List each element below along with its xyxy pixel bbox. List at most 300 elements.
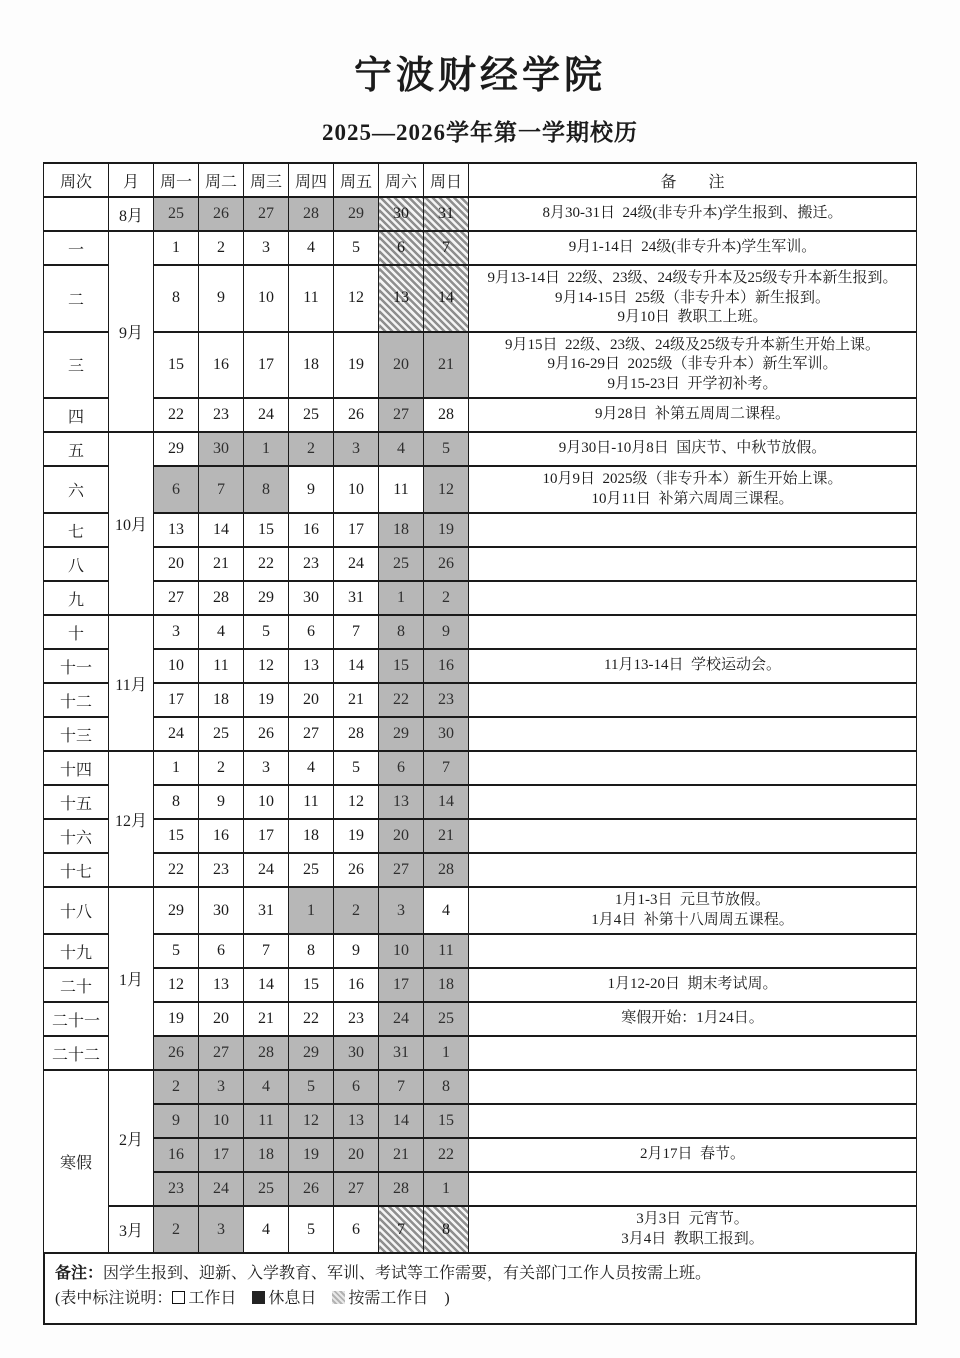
day-cell-work (289, 581, 334, 615)
day-cell-work (199, 819, 244, 853)
day-number: 11 (258, 1112, 274, 1129)
day-number: 24 (258, 861, 274, 878)
week-label: 二十 (44, 968, 109, 1002)
calendar-week-row (44, 1070, 917, 1104)
day-number: 4 (262, 1220, 270, 1238)
day-cell-rest (379, 683, 424, 717)
day-number: 19 (348, 827, 364, 844)
day-cell-work (154, 649, 199, 683)
remark-cell (469, 968, 917, 1002)
day-cell-rest (244, 1036, 289, 1070)
day-cell-rest (199, 1070, 244, 1104)
day-number: 30 (348, 1044, 364, 1061)
day-cell-asneeded (424, 265, 469, 332)
day-cell-rest (379, 649, 424, 683)
day-number: 9 (217, 289, 225, 307)
day-cell-work (154, 547, 199, 581)
day-number: 1 (397, 589, 405, 606)
day-number: 4 (217, 623, 225, 640)
day-cell-rest (154, 1172, 199, 1206)
month-label: 3月 (109, 1206, 154, 1253)
day-cell-work (334, 398, 379, 432)
day-number: 6 (307, 623, 315, 640)
calendar-week-row (44, 819, 917, 853)
day-cell-work (334, 683, 379, 717)
week-label: 六 (44, 466, 109, 513)
col-remarks: 备 注 (469, 163, 917, 197)
day-number: 28 (213, 589, 229, 606)
day-cell-work (244, 853, 289, 887)
day-cell-rest (424, 581, 469, 615)
day-cell-rest (334, 1172, 379, 1206)
day-number: 5 (307, 1220, 315, 1238)
day-cell-work (199, 934, 244, 968)
day-number: 22 (303, 1010, 319, 1027)
col-tue: 周二 (199, 163, 244, 197)
day-cell-rest (379, 1036, 424, 1070)
remark-line: 9月10日 教职工上班。 (617, 309, 768, 325)
day-number: 12 (348, 793, 364, 810)
day-number: 20 (393, 355, 409, 373)
day-cell-rest (424, 819, 469, 853)
day-cell-work (199, 717, 244, 751)
day-number: 25 (213, 725, 229, 742)
month-label: 11月 (109, 615, 154, 751)
day-number: 30 (213, 901, 229, 919)
calendar-week-row (44, 466, 917, 513)
day-number: 10 (168, 657, 184, 674)
day-number: 12 (303, 1112, 319, 1129)
day-cell-work (244, 887, 289, 934)
day-cell-rest (154, 1206, 199, 1253)
day-cell-work (334, 717, 379, 751)
day-number: 26 (348, 861, 364, 878)
day-number: 25 (303, 861, 319, 878)
day-number: 19 (258, 691, 274, 708)
day-cell-asneeded (379, 231, 424, 265)
day-cell-work (244, 819, 289, 853)
footer-note-text: 因学生报到、迎新、入学教育、军训、考试等工作需要，有关部门工作人员按需上班。 (103, 1265, 712, 1282)
day-number: 31 (438, 205, 454, 222)
day-cell-work (424, 887, 469, 934)
day-cell-rest (379, 398, 424, 432)
day-cell-rest (289, 432, 334, 466)
day-cell-rest (154, 466, 199, 513)
day-cell-work (199, 231, 244, 265)
calendar-week-row (44, 432, 917, 466)
day-number: 20 (303, 691, 319, 708)
day-cell-rest (379, 785, 424, 819)
col-wed: 周三 (244, 163, 289, 197)
day-cell-work (199, 265, 244, 332)
day-number: 1 (442, 1180, 450, 1197)
day-number: 1 (307, 901, 315, 919)
day-number: 18 (303, 827, 319, 844)
day-number: 22 (168, 861, 184, 878)
day-cell-work (334, 265, 379, 332)
day-cell-work (289, 683, 334, 717)
remark-cell (469, 649, 917, 683)
day-number: 7 (442, 759, 450, 776)
day-number: 6 (352, 1078, 360, 1095)
day-number: 4 (307, 239, 315, 256)
day-number: 17 (168, 691, 184, 708)
remark-line: 9月30日-10月8日 国庆节、中秋节放假。 (558, 440, 827, 457)
calendar-week-row (44, 853, 917, 887)
week-label: 寒假 (44, 1070, 109, 1253)
day-number: 28 (438, 861, 454, 878)
day-number: 24 (348, 555, 364, 572)
remark-cell (469, 231, 917, 265)
remark-line: 3月3日 元宵节。 (636, 1211, 749, 1227)
day-number: 27 (213, 1044, 229, 1061)
day-number: 10 (258, 793, 274, 810)
page-subtitle: 2025—2026学年第一学期校历 (322, 120, 638, 145)
day-number: 19 (168, 1010, 184, 1027)
day-number: 6 (217, 942, 225, 959)
day-number: 18 (438, 976, 454, 993)
day-cell-rest (244, 1172, 289, 1206)
day-number: 20 (393, 827, 409, 844)
day-cell-work (289, 547, 334, 581)
day-cell-rest (379, 751, 424, 785)
day-number: 4 (307, 759, 315, 776)
day-cell-work (334, 785, 379, 819)
legend-prefix: (表中标注说明： (55, 1290, 173, 1307)
day-cell-rest (424, 547, 469, 581)
day-cell-work (154, 332, 199, 399)
day-cell-work (289, 717, 334, 751)
day-number: 24 (213, 1180, 229, 1197)
calendar-week-row (44, 581, 917, 615)
day-number: 31 (348, 589, 364, 606)
remark-cell (469, 751, 917, 785)
day-cell-rest (424, 934, 469, 968)
day-number: 28 (348, 725, 364, 742)
day-cell-rest (154, 1070, 199, 1104)
day-number: 6 (397, 239, 405, 256)
remark-line: 11月13-14日 学校运动会。 (604, 657, 781, 674)
day-cell-rest (244, 1138, 289, 1172)
day-cell-work (199, 547, 244, 581)
day-number: 5 (262, 623, 270, 640)
day-number: 30 (213, 440, 229, 457)
remark-cell (469, 513, 917, 547)
day-cell-rest (379, 853, 424, 887)
day-cell-rest (424, 968, 469, 1002)
day-number: 8 (172, 289, 180, 307)
day-number: 23 (168, 1180, 184, 1197)
day-number: 30 (393, 205, 409, 222)
day-cell-work (154, 398, 199, 432)
day-number: 11 (438, 942, 454, 959)
day-number: 8 (442, 1078, 450, 1095)
week-label: 十二 (44, 683, 109, 717)
day-cell-work (199, 968, 244, 1002)
day-cell-rest (334, 887, 379, 934)
day-cell-rest (244, 1070, 289, 1104)
day-cell-work (199, 513, 244, 547)
day-cell-work (289, 934, 334, 968)
day-number: 21 (258, 1010, 274, 1027)
day-number: 7 (352, 623, 360, 640)
legend-item-asneeded (332, 1290, 428, 1307)
day-cell-rest (379, 1104, 424, 1138)
day-number: 27 (303, 725, 319, 742)
calendar-table (43, 162, 917, 1254)
day-cell-asneeded (424, 1206, 469, 1253)
remark-line: 1月4日 补第十八周周五课程。 (591, 911, 794, 928)
day-cell-rest (154, 1138, 199, 1172)
week-label (44, 197, 109, 231)
remark-cell (469, 398, 917, 432)
day-number: 5 (352, 759, 360, 776)
day-number: 26 (303, 1180, 319, 1197)
calendar-week-row (44, 547, 917, 581)
day-cell-rest (379, 934, 424, 968)
day-cell-work (199, 683, 244, 717)
day-number: 29 (258, 589, 274, 606)
legend-label: 工作日 (188, 1290, 237, 1307)
day-number: 21 (213, 555, 229, 572)
day-cell-work (289, 819, 334, 853)
day-cell-work (289, 265, 334, 332)
day-number: 21 (348, 691, 364, 708)
day-number: 15 (303, 976, 319, 993)
day-cell-work (244, 751, 289, 785)
day-number: 13 (393, 793, 409, 810)
day-cell-rest (199, 432, 244, 466)
day-cell-rest (244, 197, 289, 231)
day-cell-rest (424, 513, 469, 547)
day-cell-rest (289, 1172, 334, 1206)
day-cell-work (289, 968, 334, 1002)
calendar-week-row (44, 785, 917, 819)
day-cell-rest (199, 197, 244, 231)
day-number: 2 (307, 440, 315, 457)
day-cell-rest (379, 615, 424, 649)
day-number: 3 (262, 759, 270, 776)
day-cell-work (199, 615, 244, 649)
calendar-week-row (44, 513, 917, 547)
day-number: 22 (393, 691, 409, 708)
calendar-week-row (44, 1172, 917, 1206)
day-cell-rest (424, 717, 469, 751)
day-number: 27 (168, 589, 184, 606)
remark-cell (469, 1138, 917, 1172)
day-cell-rest (424, 853, 469, 887)
day-cell-asneeded (379, 265, 424, 332)
day-number: 27 (393, 406, 409, 423)
day-cell-rest (199, 466, 244, 513)
day-number: 23 (438, 691, 454, 708)
day-number: 8 (397, 623, 405, 640)
day-number: 13 (348, 1112, 364, 1129)
remark-cell (469, 785, 917, 819)
day-number: 21 (438, 827, 454, 844)
day-number: 29 (303, 1044, 319, 1061)
day-number: 4 (262, 1078, 270, 1095)
month-label: 8月 (109, 197, 154, 231)
day-number: 2 (217, 759, 225, 776)
day-number: 14 (213, 521, 229, 538)
day-number: 22 (168, 406, 184, 423)
day-cell-rest (289, 1138, 334, 1172)
day-number: 19 (438, 521, 454, 538)
remark-line: 9月28日 补第五周周二课程。 (594, 406, 790, 423)
day-number: 9 (172, 1112, 180, 1129)
day-number: 29 (168, 901, 184, 919)
remark-cell (469, 1104, 917, 1138)
day-number: 9 (307, 480, 315, 498)
day-number: 1 (172, 239, 180, 256)
day-number: 28 (393, 1180, 409, 1197)
legend-suffix: ) (444, 1290, 450, 1307)
remark-cell (469, 717, 917, 751)
day-cell-work (334, 332, 379, 399)
day-number: 20 (348, 1146, 364, 1163)
day-number: 22 (438, 1146, 454, 1163)
day-cell-work (154, 751, 199, 785)
day-cell-work (334, 934, 379, 968)
remark-cell (469, 466, 917, 513)
day-number: 23 (348, 1010, 364, 1027)
day-number: 26 (168, 1044, 184, 1061)
remark-line: 寒假开始：1月24日。 (621, 1010, 764, 1027)
week-label: 八 (44, 547, 109, 581)
month-label: 1月 (109, 887, 154, 1070)
day-number: 12 (438, 480, 454, 498)
day-cell-rest (379, 717, 424, 751)
remark-cell (469, 581, 917, 615)
day-number: 15 (168, 355, 184, 373)
day-number: 1 (172, 759, 180, 776)
day-number: 16 (303, 521, 319, 538)
day-cell-work (154, 934, 199, 968)
day-cell-work (154, 785, 199, 819)
remark-cell (469, 1002, 917, 1036)
day-cell-work (334, 615, 379, 649)
day-number: 3 (262, 239, 270, 256)
day-cell-rest (289, 1036, 334, 1070)
day-number: 8 (442, 1220, 450, 1238)
day-number: 2 (442, 589, 450, 606)
remark-cell (469, 1172, 917, 1206)
day-cell-rest (379, 968, 424, 1002)
day-number: 14 (438, 289, 454, 307)
day-number: 14 (438, 793, 454, 810)
day-number: 2 (217, 239, 225, 256)
day-cell-work (289, 785, 334, 819)
remark-line: 3月4日 教职工报到。 (621, 1230, 764, 1247)
week-label: 三 (44, 332, 109, 399)
day-cell-work (154, 432, 199, 466)
day-number: 30 (438, 725, 454, 742)
day-number: 25 (303, 406, 319, 423)
day-cell-work (244, 398, 289, 432)
day-cell-asneeded (424, 231, 469, 265)
day-number: 29 (168, 440, 184, 457)
day-number: 26 (438, 555, 454, 572)
remark-cell (469, 547, 917, 581)
day-number: 2 (172, 1078, 180, 1095)
day-cell-rest (334, 1070, 379, 1104)
week-label: 十四 (44, 751, 109, 785)
footer-note-line (55, 1261, 905, 1286)
day-cell-rest (334, 1036, 379, 1070)
day-number: 30 (303, 589, 319, 606)
day-cell-rest (199, 1036, 244, 1070)
day-number: 2 (352, 901, 360, 919)
day-number: 21 (393, 1146, 409, 1163)
day-number: 13 (393, 289, 409, 307)
day-number: 5 (307, 1078, 315, 1095)
day-number: 17 (348, 521, 364, 538)
day-cell-work (199, 887, 244, 934)
day-cell-rest (424, 1070, 469, 1104)
day-number: 16 (213, 827, 229, 844)
day-cell-work (154, 513, 199, 547)
day-cell-work (244, 231, 289, 265)
col-mon: 周一 (154, 163, 199, 197)
day-number: 9 (217, 793, 225, 810)
day-cell-rest (334, 1104, 379, 1138)
day-cell-work (154, 968, 199, 1002)
day-number: 4 (397, 440, 405, 457)
day-number: 3 (352, 440, 360, 457)
day-cell-work (289, 513, 334, 547)
remark-cell (469, 853, 917, 887)
day-number: 3 (397, 901, 405, 919)
day-cell-work (289, 615, 334, 649)
day-cell-work (289, 853, 334, 887)
day-cell-work (334, 581, 379, 615)
day-cell-rest (424, 1002, 469, 1036)
day-cell-work (154, 819, 199, 853)
day-cell-rest (379, 1002, 424, 1036)
day-number: 11 (213, 657, 229, 674)
remark-cell (469, 615, 917, 649)
day-number: 5 (172, 942, 180, 959)
day-number: 7 (397, 1220, 405, 1238)
week-label: 十 (44, 615, 109, 649)
day-cell-rest (199, 1172, 244, 1206)
day-cell-work (199, 751, 244, 785)
day-number: 25 (438, 1010, 454, 1027)
header-row (44, 163, 917, 197)
day-cell-work (244, 683, 289, 717)
col-sat: 周六 (379, 163, 424, 197)
remark-cell (469, 683, 917, 717)
remark-line: 10月9日 2025级（非专升本）新生开始上课。 (542, 471, 843, 487)
day-number: 23 (213, 406, 229, 423)
legend-item-work (172, 1290, 236, 1307)
col-sun: 周日 (424, 163, 469, 197)
day-cell-rest (154, 1036, 199, 1070)
day-number: 12 (168, 976, 184, 993)
week-label: 十九 (44, 934, 109, 968)
remark-line: 9月16-29日 2025级（非专升本）新生军训。 (547, 356, 838, 372)
day-cell-work (289, 332, 334, 399)
day-cell-work (244, 547, 289, 581)
day-number: 6 (352, 1220, 360, 1238)
day-cell-work (334, 466, 379, 513)
day-cell-work (199, 1002, 244, 1036)
day-cell-work (334, 968, 379, 1002)
day-cell-work (244, 934, 289, 968)
day-cell-work (199, 785, 244, 819)
day-number: 17 (258, 827, 274, 844)
